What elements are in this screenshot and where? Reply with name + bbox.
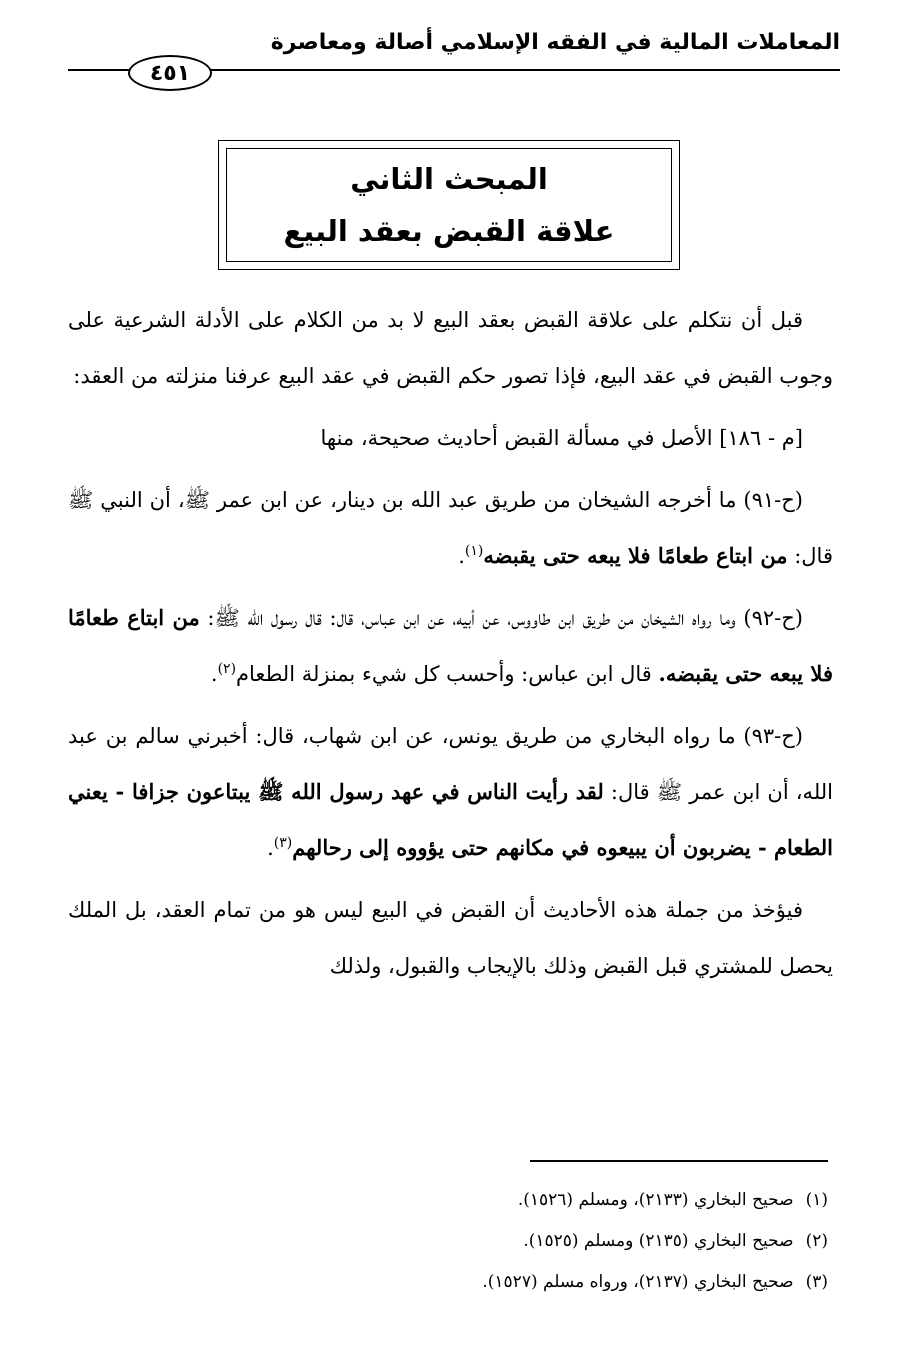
paragraph-text: [م - ١٨٦] الأصل في مسألة القبض أحاديث صحيحة، منها <box>320 426 803 450</box>
footnote-number: (٣) <box>805 1272 828 1292</box>
footnotes <box>228 1180 828 1303</box>
section-subheading: علاقة القبض بعقد البيع <box>283 214 615 248</box>
footnote-rule <box>530 1160 828 1162</box>
paragraph-conclusion <box>68 882 833 994</box>
footnote-number: (٢) <box>805 1231 828 1251</box>
footnote-text: صحيح البخاري (٢١٣٣)، ومسلم (١٥٢٦). <box>517 1190 794 1210</box>
hadith-chain: (ح-٩٣) ما رواه البخاري من طريق يونس، عن ابن شهاب، قال: أخبرني سالم بن عبد الله، أن ابن عمر ﷺ قال: <box>68 724 834 804</box>
footnote-number: (١) <box>805 1190 828 1210</box>
footnote-ref: (٢) <box>217 661 237 677</box>
paragraph-text: فيؤخذ من جملة هذه الأحاديث أن القبض في البيع ليس هو من تمام العقد، بل الملك يحصل للمشتري قبل القبض وذلك بالإيجاب والقبول، ولذلك <box>68 898 833 978</box>
paragraph-intro <box>68 292 833 404</box>
punctuation: . <box>210 662 218 686</box>
hadith-chain: (ح-٩١) ما أخرجه الشيخان من طريق عبد الله بن دينار، عن ابن عمر ﷺ، أن النبي ﷺ قال: <box>68 488 833 568</box>
hadith-92 <box>68 590 833 702</box>
footnote-text: صحيح البخاري (٢١٣٥) ومسلم (١٥٢٥). <box>523 1231 794 1251</box>
footnote-ref: (٣) <box>273 835 293 851</box>
footnote-text: صحيح البخاري (٢١٣٧)، ورواه مسلم (١٥٢٧). <box>482 1272 794 1292</box>
hadith-text: لقد رأيت الناس في عهد رسول الله ﷺ يبتاعون جزافا - يعني الطعام - يضربون أن يبيعوه في مكانهم حتى يؤووه إلى رحالهم <box>68 779 833 860</box>
punctuation: . <box>458 544 465 568</box>
body-text <box>68 292 833 996</box>
footnote-item <box>228 1262 828 1303</box>
paragraph-issue <box>68 410 833 466</box>
footnote-ref: (١) <box>464 543 484 559</box>
section-title-inner-frame <box>226 148 672 262</box>
hadith-text: من ابتاع طعامًا فلا يبعه حتى يقبضه. <box>68 605 833 686</box>
running-title: المعاملات المالية في الفقه الإسلامي أصالة ومعاصرة <box>270 30 840 55</box>
section-title-box <box>218 140 680 270</box>
hadith-chain: (ح-٩٢) وما رواه الشيخان من طريق ابن طاووس، عن أبيه، عن ابن عباس، قال: قال رسول الله ﷺ: <box>199 606 803 630</box>
hadith-comment: قال ابن عباس: وأحسب كل شيء بمنزلة الطعام <box>236 662 659 686</box>
hadith-93 <box>68 708 833 876</box>
hadith-text: من ابتاع طعامًا فلا يبعه حتى يقبضه <box>483 543 788 568</box>
page-number: ٤٥١ <box>128 55 212 91</box>
punctuation: . <box>267 836 274 860</box>
paragraph-text: قبل أن نتكلم على علاقة القبض بعقد البيع لا بد من الكلام على الأدلة الشرعية على وجوب القبض في عقد البيع، فإذا تصور حكم القبض في عقد البيع عرفنا منزلته من العقد: <box>68 308 833 388</box>
hadith-91 <box>68 472 833 584</box>
footnote-item <box>228 1221 828 1262</box>
section-heading: المبحث الثاني <box>350 162 548 196</box>
footnote-item <box>228 1180 828 1221</box>
